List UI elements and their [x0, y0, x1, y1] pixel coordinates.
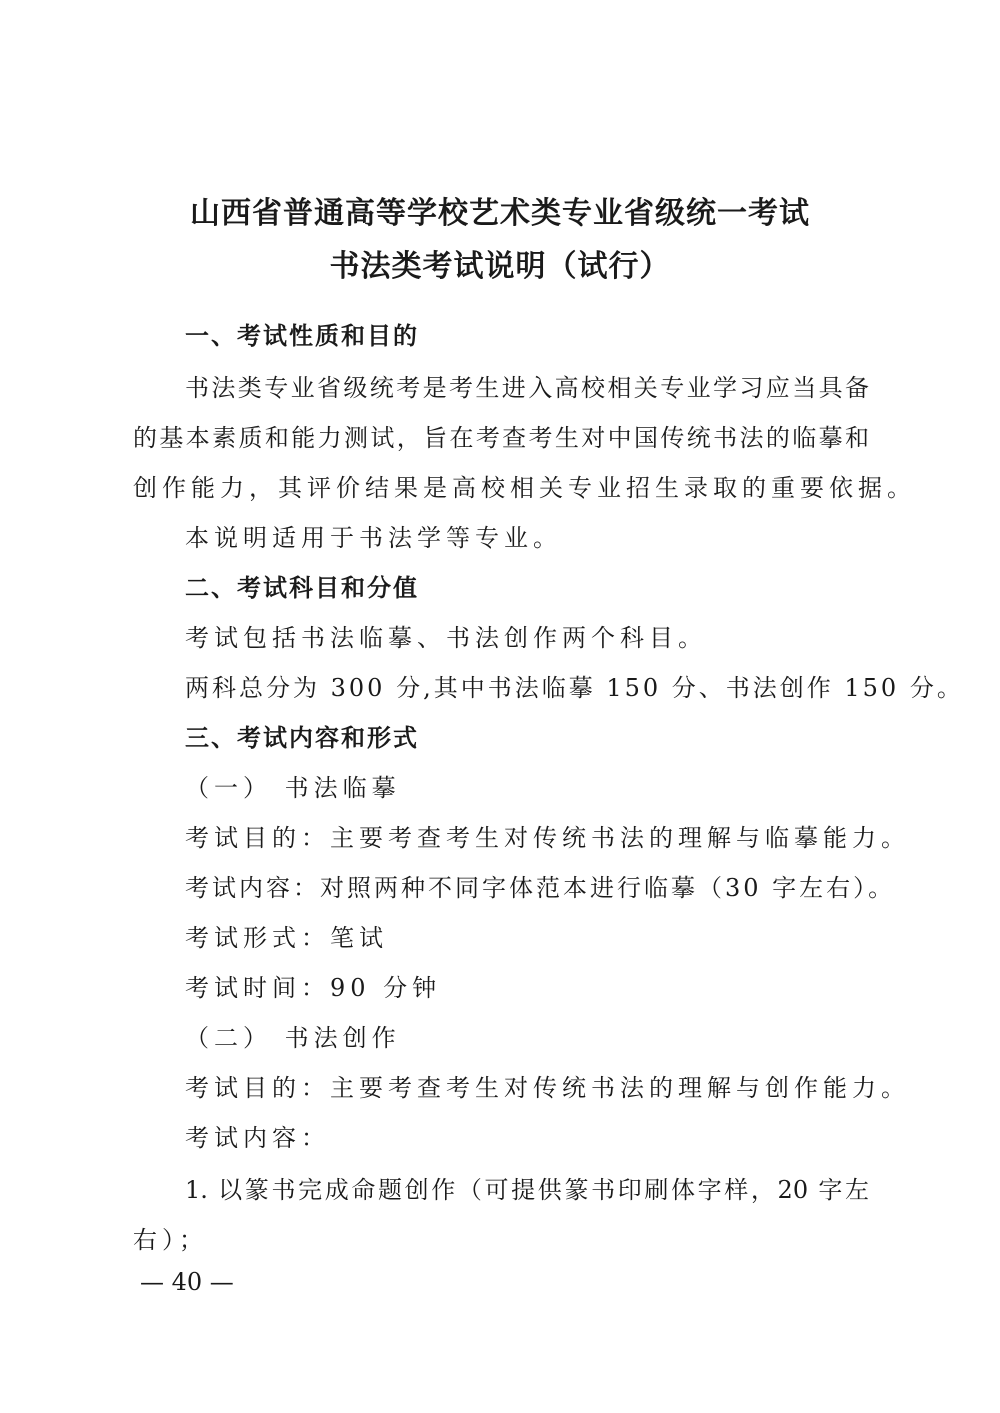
subsection-1-content: 考试内容：对照两种不同字体范本进行临摹（30 字左右）。	[185, 874, 896, 902]
section-2-heading: 二、考试科目和分值	[185, 574, 419, 602]
subsection-1-form: 考试形式：笔试	[185, 924, 388, 952]
title-line-1: 山西省普通高等学校艺术类专业省级统一考试	[190, 196, 810, 231]
section-3-heading: 三、考试内容和形式	[185, 724, 419, 752]
section-2-paragraph-2: 两科总分为 300 分,其中书法临摹 150 分、书法创作 150 分。	[185, 674, 964, 702]
section-1-paragraph-1-line-2: 的基本素质和能力测试，旨在考查考生对中国传统书法的临摹和	[133, 424, 869, 452]
subsection-2-item-1-line-1: 1. 以篆书完成命题创作（可提供篆书印刷体字样，20 字左	[185, 1176, 869, 1204]
section-1-paragraph-1-line-3: 创作能力，其评价结果是高校相关专业招生录取的重要依据。	[133, 474, 916, 502]
subsection-1-heading: （一） 书法临摹	[185, 774, 401, 802]
page-number: — 40 —	[140, 1268, 234, 1296]
subsection-1-time: 考试时间：90 分钟	[185, 974, 442, 1002]
subsection-1-purpose: 考试目的：主要考查考生对传统书法的理解与临摹能力。	[185, 824, 910, 852]
section-1-paragraph-2: 本说明适用于书法学等专业。	[185, 524, 562, 552]
section-2-paragraph-1: 考试包括书法临摹、书法创作两个科目。	[185, 624, 707, 652]
title-line-2: 书法类考试说明（试行）	[329, 249, 671, 284]
section-1-paragraph-1-line-1: 书法类专业省级统考是考生进入高校相关专业学习应当具备	[185, 374, 869, 402]
subsection-2-item-1-line-2: 右）；	[133, 1226, 208, 1254]
subsection-2-purpose: 考试目的：主要考查考生对传统书法的理解与创作能力。	[185, 1074, 910, 1102]
section-1-heading: 一、考试性质和目的	[185, 322, 419, 350]
subsection-2-content: 考试内容：	[185, 1124, 330, 1152]
subsection-2-heading: （二） 书法创作	[185, 1024, 401, 1052]
